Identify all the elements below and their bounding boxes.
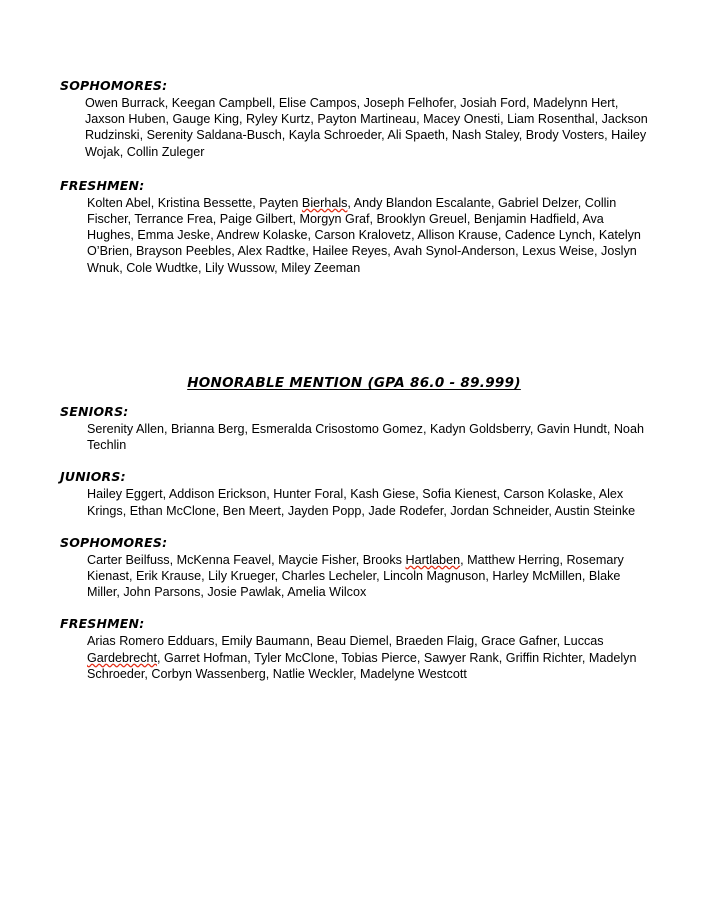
- section-heading-sophomores-upper: SOPHOMORES:: [60, 78, 168, 93]
- name-list-freshmen-lower: [60, 633, 648, 682]
- names-segment-after: , Andy Blandon Escalante, Gabriel Delzer, Collin Fischer, Terrance Frea, Paige Gilbert, Morgyn Graf, Brooklyn Greuel, Benjamin Hadfield, Ava Hughes, Emma Jeske, Andrew Kolaske, Carson Kralovetz, Allison Krause, Cadence Lynch, Katelyn O’Brien, Brayson Peebles, Alex Radtke, Hailee Reyes, Avah Synol-Anderson, Lexus Weise, Joslyn Wnuk, Cole Wudtke, Lily Wussow, Miley Zeeman: [87, 195, 641, 275]
- misspelled-word: Bierhals: [301, 195, 348, 210]
- name-list-juniors: Hailey Eggert, Addison Erickson, Hunter Foral, Kash Giese, Sofia Kienest, Carson Kolaske, Alex Krings, Ethan McClone, Ben Meert, Jayden Popp, Jade Rodefer, Jordan Schneider, Austin Steinke: [87, 487, 636, 518]
- document-upper-body: [60, 78, 648, 681]
- section-freshmen-lower: [60, 616, 648, 682]
- section-sophomores-lower: [60, 535, 648, 601]
- honorable-mention-banner: [60, 374, 648, 392]
- section-heading-juniors: JUNIORS:: [60, 469, 126, 485]
- name-list-sophomores-lower: [60, 552, 648, 601]
- names-segment-after: , Matthew Herring, Rosemary Kienast, Erik Krause, Lily Krueger, Charles Lecheler, Lincoln Magnuson, Harley McMillen, Blake Miller, John Parsons, Josie Pawlak, Amelia Wilcox: [87, 552, 624, 600]
- name-list-freshmen-upper: [60, 195, 648, 276]
- names-segment-before: Kolten Abel, Kristina Bessette, Payten: [87, 195, 302, 210]
- names-segment-before: Arias Romero Edduars, Emily Baumann, Beau Diemel, Braeden Flaig, Grace Gafner, Luccas: [87, 634, 604, 649]
- section-heading-sophomores-lower: SOPHOMORES:: [60, 534, 168, 550]
- section-heading-seniors: SENIORS:: [60, 404, 129, 419]
- names-segment-after: , Garret Hofman, Tyler McClone, Tobias Pierce, Sawyer Rank, Griffin Richter, Madelyn Schroeder, Corbyn Wassenberg, Natlie Weckler, Madelyne Westcott: [87, 650, 637, 681]
- honorable-mention-title: HONORABLE MENTION (GPA 86.0 - 89.999): [187, 375, 521, 391]
- names-segment-before: Carter Beilfuss, McKenna Feavel, Maycie Fisher, Brooks: [87, 552, 406, 567]
- section-juniors: [60, 469, 648, 518]
- document-lower-body: [60, 404, 648, 698]
- section-heading-freshmen-lower: FRESHMEN:: [60, 616, 145, 632]
- misspelled-word: Hartlaben: [405, 552, 461, 567]
- section-heading-freshmen-upper: FRESHMEN:: [60, 177, 145, 193]
- section-seniors: [60, 404, 648, 453]
- name-list-sophomores-upper: Owen Burrack, Keegan Campbell, Elise Campos, Joseph Felhofer, Josiah Ford, Madelynn Hert, Jaxson Huben, Gauge King, Ryley Kurtz, Payton Martineau, Macey Onesti, Liam Rosenthal, Jackson Rudzinski, Serenity Saldana-Busch, Kayla Schroeder, Ali Spaeth, Nash Staley, Brody Vosters, Hailey Wojak, Collin Zuleger: [85, 96, 648, 159]
- section-freshmen-upper: [60, 178, 648, 276]
- misspelled-word: Gardebrecht: [87, 650, 158, 665]
- section-sophomores-upper: [60, 78, 648, 160]
- name-list-seniors: Serenity Allen, Brianna Berg, Esmeralda Crisostomo Gomez, Kadyn Goldsberry, Gavin Hundt, Noah Techlin: [87, 422, 644, 453]
